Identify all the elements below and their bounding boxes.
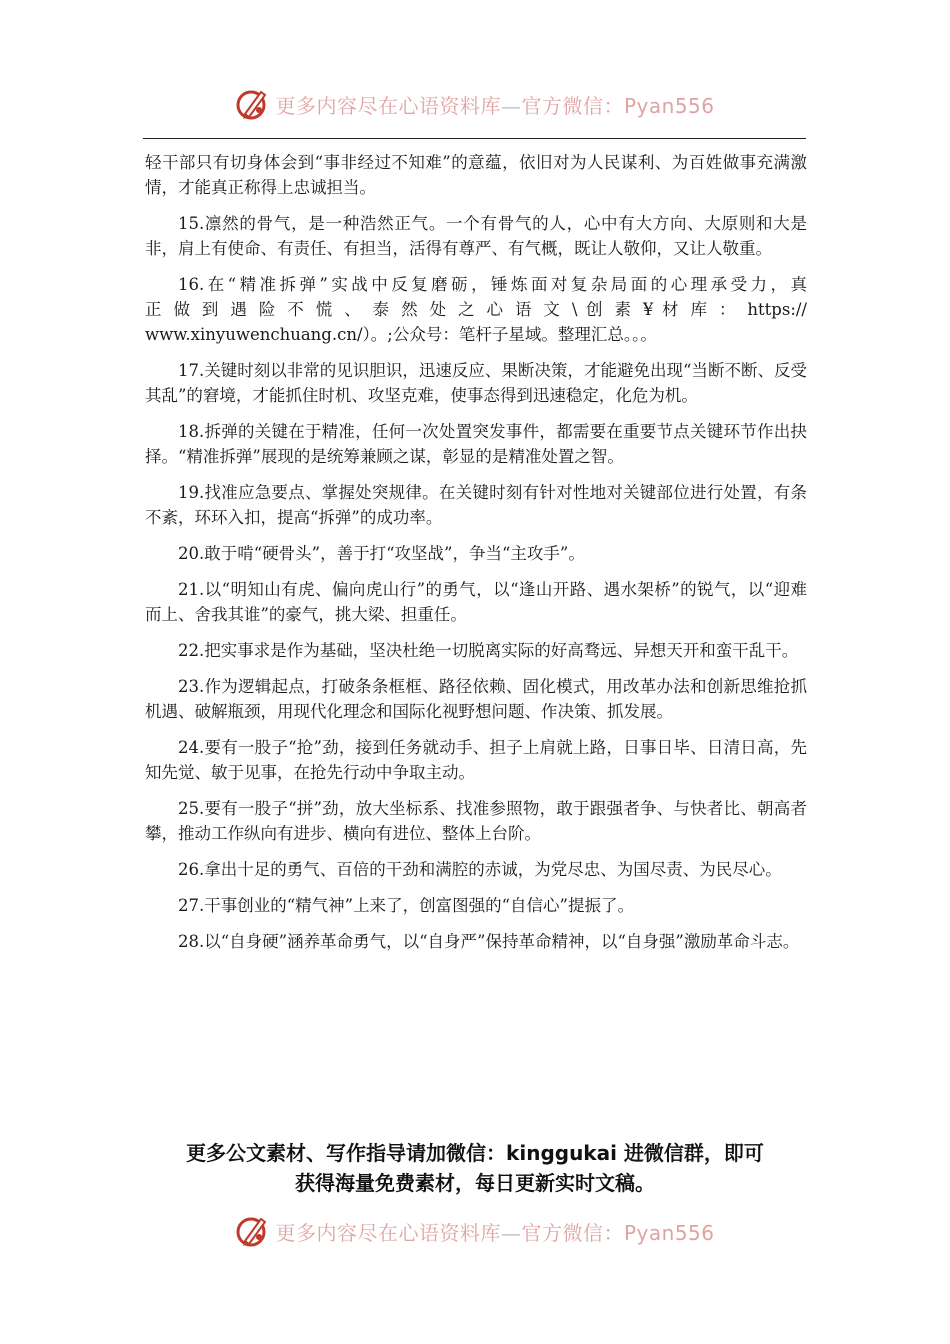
paragraph-15: 15.凛然的骨气，是一种浩然正气。一个有骨气的人，心中有大方向、大原则和大是非，肩上有使命、有责任、有担当，活得有尊严、有气概，既让人敬仰，又让人敬重。 (145, 214, 807, 258)
promo-line-2: 获得海量免费素材，每日更新实时文稿。 (295, 1171, 655, 1195)
paragraph-27: 27.干事创业的“精气神”上来了，创富图强的“自信心”提振了。 (178, 896, 634, 915)
paragraph-24: 24.要有一股子“抢”劲，接到任务就动手、担子上肩就上路，日事日毕、日清日高，先知先觉、敏于见事，在抢先行动中争取主动。 (145, 738, 807, 782)
paragraph-21: 21.以“明知山有虎、偏向虎山行”的勇气，以“逢山开路、遇水架桥”的锐气，以“迎难而上、舍我其谁”的豪气，挑大梁、担重任。 (145, 580, 807, 624)
paragraph-28: 28.以“自身硬”涵养革命勇气，以“自身严”保持革命精神，以“自身强”激励革命斗志。 (178, 932, 800, 951)
header-divider (143, 138, 806, 139)
header-banner (0, 82, 950, 126)
paragraph-continuation: 轻干部只有切身体会到“事非经过不知难”的意蕴，依旧对为人民谋利、为百姓做事充满激情，才能真正称得上忠诚担当。 (145, 153, 807, 197)
header-site-name: 更多内容尽在心语资料库 (275, 93, 501, 118)
paragraph-16 (145, 272, 807, 347)
footer-banner-text (275, 1217, 714, 1246)
paragraph-22: 22.把实事求是作为基础，坚决杜绝一切脱离实际的好高骛远、异想天开和蛮干乱干。 (178, 641, 799, 660)
header-separator: — (500, 93, 522, 118)
footer-contact-id: Pyan556 (623, 1220, 715, 1245)
pen-seal-logo-icon (235, 86, 271, 122)
header-contact-id: Pyan556 (623, 93, 715, 118)
paragraph-16-line-1: 16.在“精准拆弹”实战中反复磨砺，锤炼面对复杂局面的心理承受力，真 (178, 275, 807, 294)
paragraph-16-line-3: www.xinyuwenchuang.cn/）。;公众号：笔杆子星域。整理汇总。。。 (145, 325, 657, 344)
document-body (145, 150, 807, 965)
header-contact-label: 官方微信： (521, 93, 624, 118)
paragraph-16-line-2: 正 做 到 遇 险 不 慌 、 泰 然 处 之 心 语 文 \ 创 素 ¥ 材 库 ： https:// (145, 300, 807, 319)
promo-line-1: 更多公文素材、写作指导请加微信：kinggukai 进微信群，即可 (186, 1141, 764, 1165)
pen-seal-logo-icon (235, 1213, 271, 1249)
footer-contact-label: 官方微信： (521, 1220, 624, 1245)
footer-separator: — (500, 1220, 522, 1245)
paragraph-20: 20.敢于啃“硬骨头”，善于打“攻坚战”，争当“主攻手”。 (178, 544, 585, 563)
paragraph-26: 26.拿出十足的勇气、百倍的干劲和满腔的赤诚，为党尽忠、为国尽责、为民尽心。 (178, 860, 782, 879)
footer-banner (0, 1209, 950, 1253)
paragraph-23: 23.作为逻辑起点，打破条条框框、路径依赖、固化模式，用改革办法和创新思维抢抓机遇、破解瓶颈，用现代化理念和国际化视野想问题、作决策、抓发展。 (145, 677, 807, 721)
footer-site-name: 更多内容尽在心语资料库 (275, 1220, 501, 1245)
paragraph-19: 19.找准应急要点、掌握处突规律。在关键时刻有针对性地对关键部位进行处置，有条不紊，环环入扣，提高“拆弹”的成功率。 (145, 483, 807, 527)
header-banner-text (275, 90, 714, 119)
paragraph-18: 18.拆弹的关键在于精准，任何一次处置突发事件，都需要在重要节点关键环节作出抉择。“精准拆弹”展现的是统筹兼顾之谋，彰显的是精准处置之智。 (145, 422, 807, 466)
paragraph-25: 25.要有一股子“拼”劲，放大坐标系、找准参照物，敢于跟强者争、与快者比、朝高者攀，推动工作纵向有进步、横向有进位、整体上台阶。 (145, 799, 807, 843)
paragraph-17: 17.关键时刻以非常的见识胆识，迅速反应、果断决策，才能避免出现“当断不断、反受其乱”的窘境，才能抓住时机、攻坚克难，使事态得到迅速稳定，化危为机。 (145, 361, 807, 405)
promo-notice (130, 1138, 820, 1198)
